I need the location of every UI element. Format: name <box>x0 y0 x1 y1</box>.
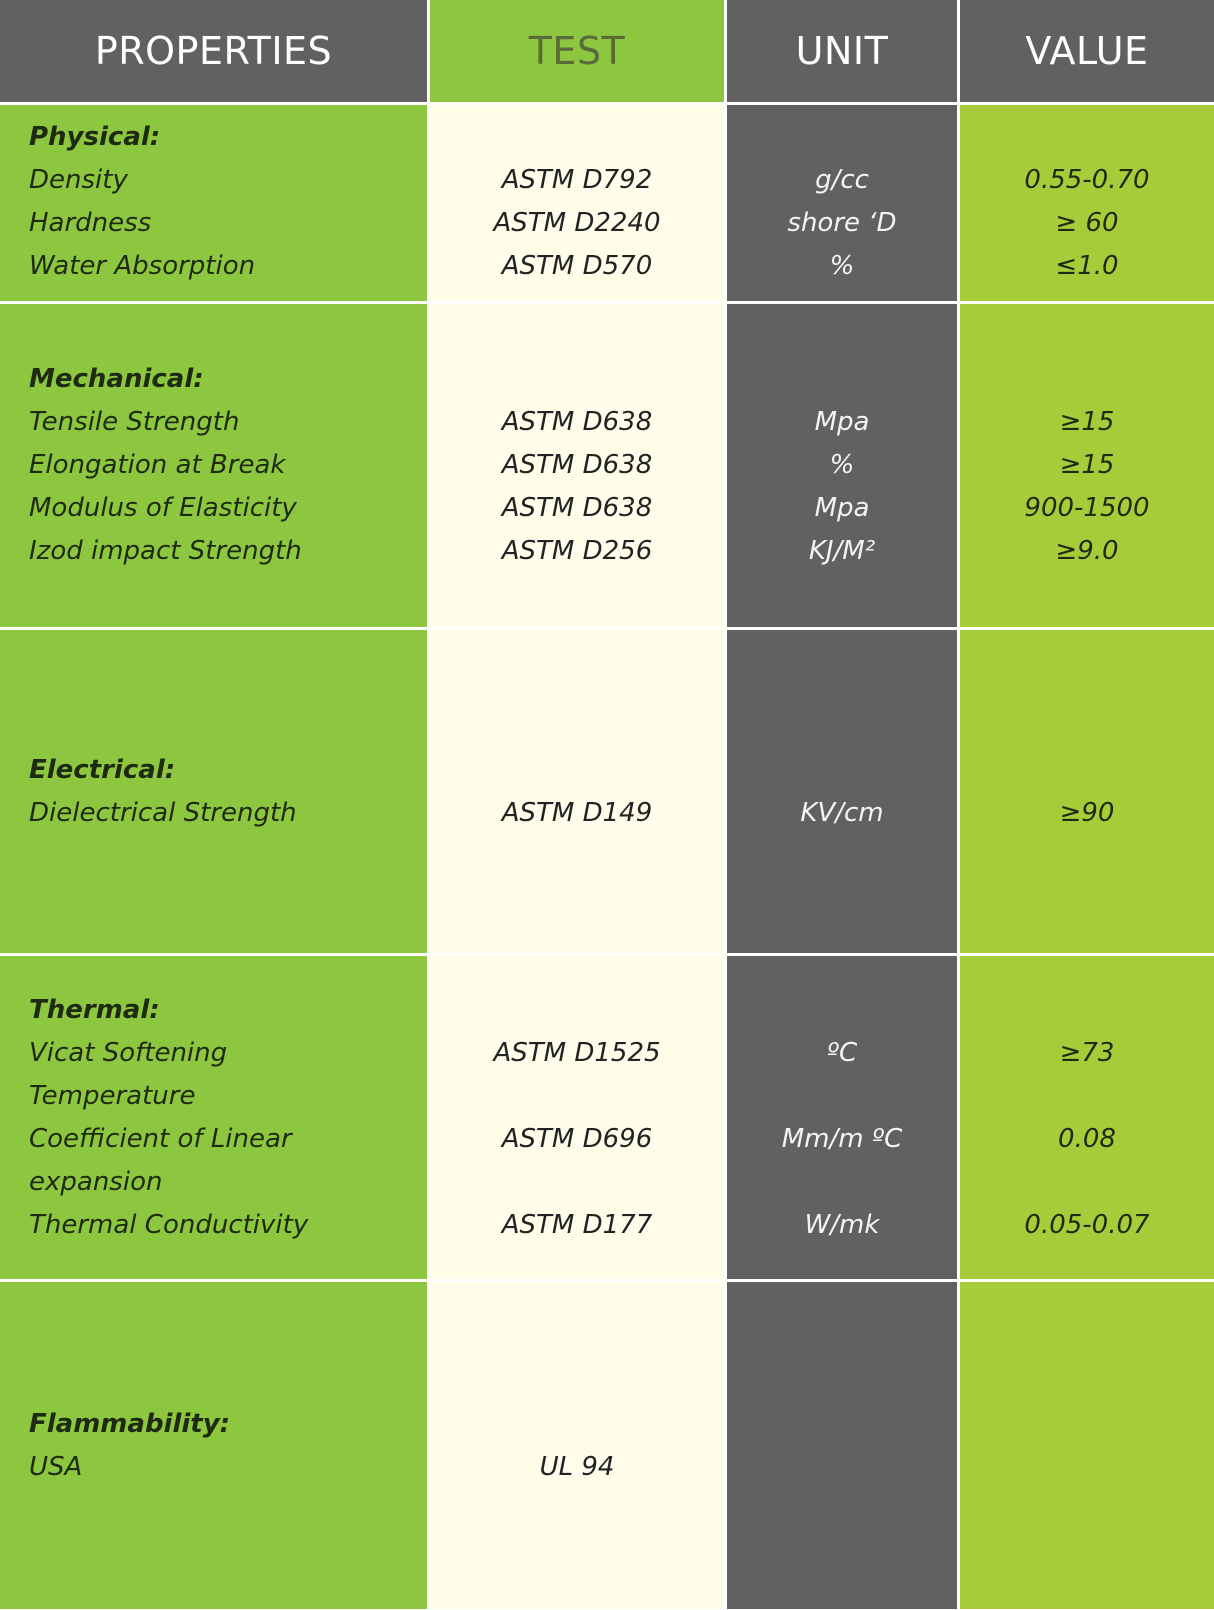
test-method: ASTM D696 <box>501 1123 653 1154</box>
header-test: TEST <box>430 0 724 102</box>
section-thermal-tests <box>430 956 724 1279</box>
test-method: ASTM D149 <box>501 797 653 828</box>
unit: shore ‘D <box>787 208 897 238</box>
header-value: VALUE <box>960 0 1214 102</box>
test-method: ASTM D638 <box>501 450 653 480</box>
section-mechanical-tests <box>430 304 724 627</box>
unit: % <box>829 251 855 281</box>
section-title: Flammability: <box>29 1408 231 1439</box>
section-title: Physical: <box>29 122 161 152</box>
value: 0.08 <box>1058 1123 1116 1154</box>
section-flammability-properties <box>0 1282 427 1609</box>
section-physical-tests <box>430 105 724 301</box>
section-physical-units <box>727 105 957 301</box>
section-physical-values <box>960 105 1214 301</box>
unit: g/cc <box>815 165 869 195</box>
section-electrical-values <box>960 630 1214 953</box>
value: 0.05-0.07 <box>1024 1209 1150 1240</box>
property-name: Coefficient of Linear <box>29 1123 292 1154</box>
property-name: Vicat Softening <box>29 1037 228 1068</box>
section-title: Thermal: <box>29 994 160 1025</box>
property-name: Temperature <box>29 1080 196 1111</box>
section-electrical-properties <box>0 630 427 953</box>
section-electrical-tests <box>430 630 724 953</box>
section-flammability-units <box>727 1282 957 1609</box>
value: ≥90 <box>1059 797 1115 828</box>
section-flammability-tests <box>430 1282 724 1609</box>
section-thermal-properties <box>0 956 427 1279</box>
value: ≤1.0 <box>1055 251 1119 281</box>
property-name: Modulus of Elasticity <box>29 493 297 523</box>
value: 900-1500 <box>1024 493 1150 523</box>
section-electrical-units <box>727 630 957 953</box>
value: 0.55-0.70 <box>1024 165 1150 195</box>
property-name: Water Absorption <box>29 251 256 281</box>
section-title: Electrical: <box>29 754 176 785</box>
header-unit: UNIT <box>727 0 957 102</box>
test-method: ASTM D638 <box>501 493 653 523</box>
property-name: Thermal Conductivity <box>29 1209 309 1240</box>
unit: KJ/M² <box>808 536 876 566</box>
unit: KV/cm <box>800 797 884 828</box>
value: ≥73 <box>1059 1037 1115 1068</box>
value: ≥9.0 <box>1055 536 1119 566</box>
test-method: ASTM D2240 <box>493 208 661 238</box>
value: ≥15 <box>1059 450 1115 480</box>
unit: Mpa <box>814 493 870 523</box>
property-name: expansion <box>29 1166 163 1197</box>
property-name: Tensile Strength <box>29 407 240 437</box>
value: ≥15 <box>1059 407 1115 437</box>
test-method: ASTM D792 <box>501 165 653 195</box>
unit: Mpa <box>814 407 870 437</box>
unit: W/mk <box>804 1209 880 1240</box>
test-method: ASTM D638 <box>501 407 653 437</box>
property-name: Dielectrical Strength <box>29 797 297 828</box>
unit: ºC <box>826 1037 858 1068</box>
section-thermal-units <box>727 956 957 1279</box>
test-method: UL 94 <box>539 1451 615 1482</box>
header-properties: PROPERTIES <box>0 0 427 102</box>
section-title: Mechanical: <box>29 364 204 394</box>
section-mechanical-values <box>960 304 1214 627</box>
property-name: Density <box>29 165 128 195</box>
test-method: ASTM D256 <box>501 536 653 566</box>
section-flammability-values <box>960 1282 1214 1609</box>
test-method: ASTM D570 <box>501 251 653 281</box>
property-name: USA <box>29 1451 83 1482</box>
test-method: ASTM D1525 <box>493 1037 661 1068</box>
section-mechanical-units <box>727 304 957 627</box>
section-thermal-values <box>960 956 1214 1279</box>
section-mechanical-properties <box>0 304 427 627</box>
section-physical-properties <box>0 105 427 301</box>
property-name: Hardness <box>29 208 152 238</box>
unit: Mm/m ºC <box>781 1123 903 1154</box>
unit: % <box>829 450 855 480</box>
property-name: Elongation at Break <box>29 450 286 480</box>
test-method: ASTM D177 <box>501 1209 653 1240</box>
value: ≥ 60 <box>1055 208 1119 238</box>
property-name: Izod impact Strength <box>29 536 302 566</box>
